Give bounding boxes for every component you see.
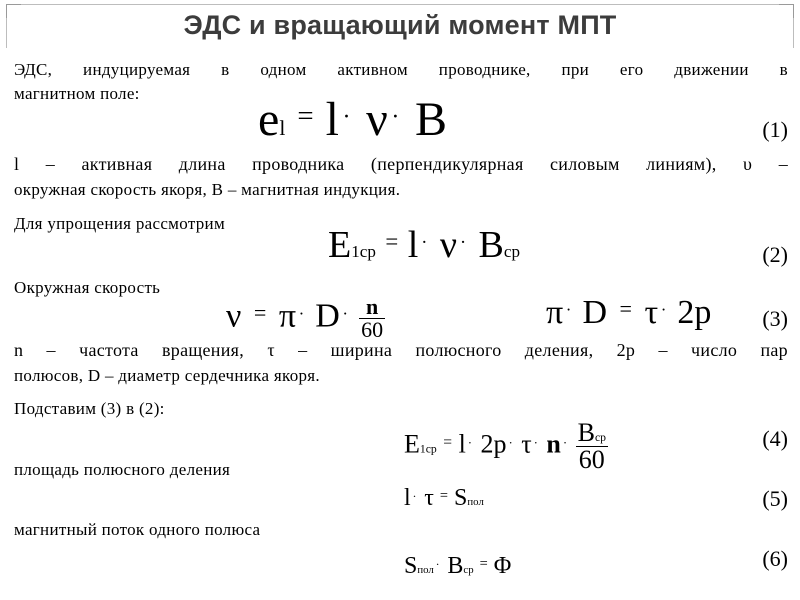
paragraph-7: площадь полюсного деления (14, 460, 231, 479)
eq2-B-sub: ср (503, 242, 521, 261)
paragraph-2-line-1: l – активная длина проводника (перпендикулярная силовым линиям), υ – (14, 154, 788, 174)
equation-2-number: (2) (762, 242, 788, 267)
eq1-e: e (258, 93, 280, 146)
eq4-dot-4: · (562, 434, 568, 450)
equation-1 (258, 93, 447, 146)
eq3-D-2: D (582, 294, 607, 331)
eq2-B: B (478, 224, 504, 266)
eq5-l: l (404, 485, 411, 511)
eq1-dot-1: · (342, 104, 351, 131)
eq6-Phi: Φ (493, 553, 512, 579)
eq3-dot-1: · (298, 303, 305, 323)
eq1-equals: = (297, 99, 314, 132)
eq3-equals-2: = (619, 296, 632, 322)
eq2-E-sub: 1ср (351, 242, 376, 261)
eq5-tau: τ (424, 485, 434, 511)
eq1-B: B (414, 93, 447, 146)
eq4-dot-2: · (508, 434, 513, 450)
eq4-equals: = (443, 434, 453, 452)
eq3-pi-2: π (546, 294, 564, 331)
eq2-equals: = (385, 229, 399, 255)
eq1-e-sub: l (279, 116, 286, 140)
eq6-S-sub: пол (417, 564, 434, 576)
eq4-fraction (576, 420, 608, 473)
eq3-fraction (359, 296, 385, 341)
paragraph-2-line-2: окружная скорость якоря, B – магнитная индукция. (14, 180, 401, 199)
equation-3-right (546, 296, 711, 330)
eq3-sixty: 60 (361, 317, 384, 342)
eq3-pi-1: π (278, 297, 297, 335)
eq5-equals: = (439, 487, 449, 504)
paragraph-8: магнитный поток одного полюса (14, 520, 261, 539)
eq3-tau: τ (644, 294, 659, 331)
eq4-B-sub: ср (594, 431, 606, 444)
equation-4 (404, 420, 608, 473)
eq2-dot-2: · (459, 232, 467, 254)
equation-3-number: (3) (762, 306, 788, 331)
eq1-dot-2: · (391, 104, 400, 131)
eq4-dot-1: · (467, 434, 473, 450)
equation-2 (328, 226, 520, 264)
eq2-dot-1: · (421, 232, 428, 254)
eq1-l: l (325, 93, 339, 146)
eq4-E: E (404, 429, 420, 459)
eq3-dot-2: · (342, 303, 349, 323)
equation-3-left (226, 296, 385, 341)
paragraph-1-line-1: ЭДС, индуцируемая в одном активном проводнике, при его движении в (14, 60, 788, 79)
eq3-n: n (359, 296, 385, 319)
eq3-dot-4: · (660, 300, 667, 320)
paragraph-6: Подставим (3) в (2): (14, 399, 165, 418)
equation-1-number: (1) (762, 117, 788, 142)
eq4-B: B (577, 418, 595, 447)
equation-5-number: (5) (762, 486, 788, 511)
paragraph-1-line-2: магнитном поле: (14, 84, 140, 103)
equation-6 (404, 554, 511, 578)
eq3-equals-1: = (253, 299, 267, 325)
eq3-nu: ν (226, 297, 242, 335)
eq6-dot: · (435, 556, 440, 571)
eq4-dot-3: · (533, 434, 538, 450)
equation-4-number: (4) (762, 426, 788, 451)
eq3-2p: 2p (677, 294, 712, 331)
eq5-dot: · (412, 488, 417, 503)
eq4-n: n (546, 429, 561, 459)
equation-5 (404, 486, 484, 510)
eq2-l: l (407, 224, 419, 266)
eq3-D-1: D (315, 297, 340, 335)
eq4-2p: 2p (480, 429, 507, 459)
equation-6-number: (6) (762, 546, 788, 571)
eq4-sixty: 60 (578, 445, 605, 474)
eq4-tau: τ (521, 429, 532, 459)
paragraph-4: Окружная скорость (14, 278, 161, 297)
eq4-l: l (458, 429, 466, 459)
eq4-E-sub: 1ср (419, 442, 437, 456)
paragraph-5-line-2: полюсов, D – диаметр сердечника якоря. (14, 366, 320, 385)
frame-top-line (20, 4, 780, 5)
eq2-nu: ν (439, 224, 458, 266)
eq6-equals: = (479, 555, 488, 572)
eq5-S: S (454, 485, 468, 511)
eq6-S: S (404, 553, 418, 579)
eq3-dot-3: · (565, 300, 572, 320)
eq1-nu: ν (366, 93, 388, 146)
eq6-B: B (447, 553, 464, 579)
page-title: ЭДС и вращающий момент МПТ (183, 10, 617, 40)
eq5-S-sub: пол (467, 496, 484, 508)
eq6-B-sub: ср (463, 564, 474, 576)
paragraph-5-line-1: n – частота вращения, τ – ширина полюсного деления, 2p – число пар (14, 340, 788, 360)
eq2-E: E (328, 224, 352, 266)
paragraph-3: Для упрощения рассмотрим (14, 214, 226, 233)
